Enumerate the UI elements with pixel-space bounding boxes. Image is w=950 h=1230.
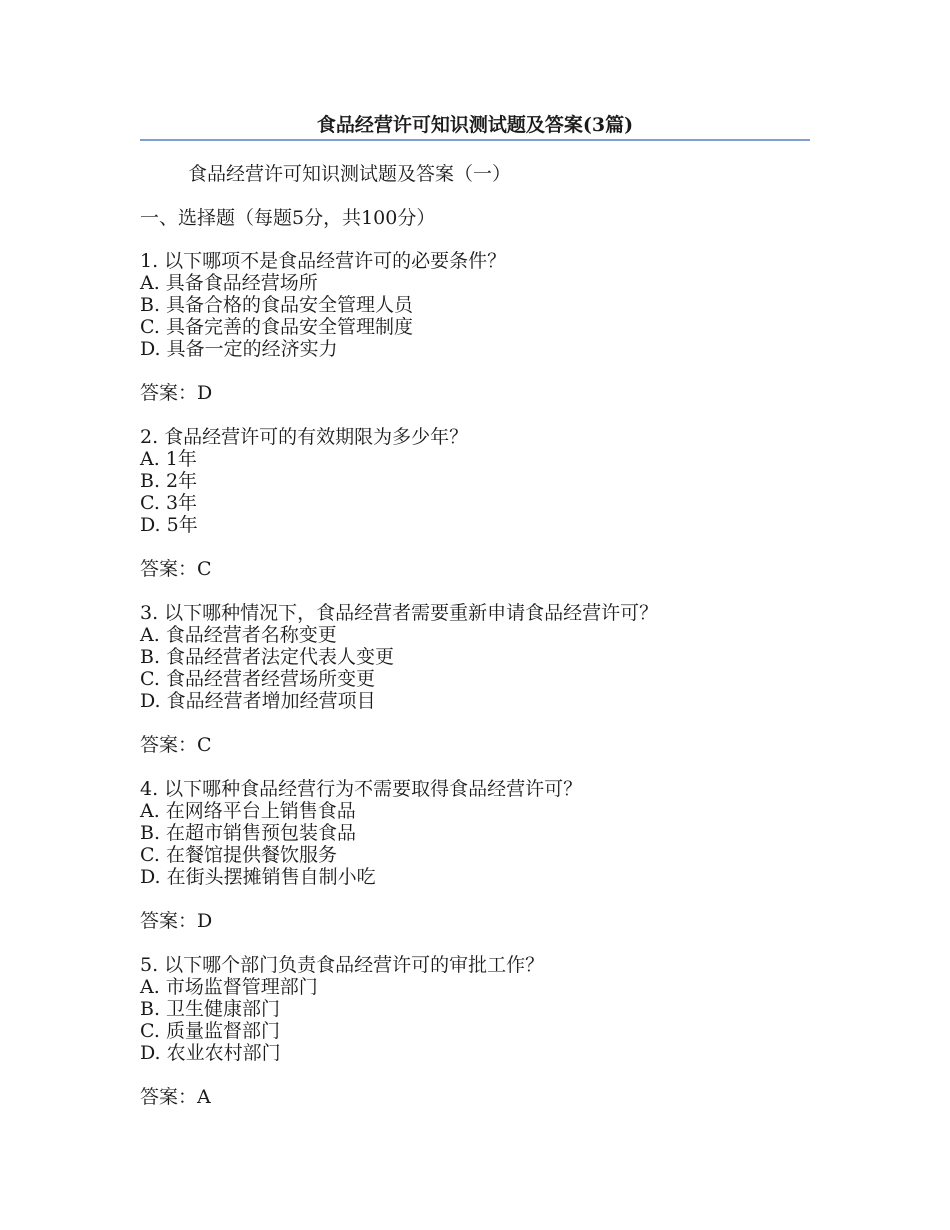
option-b: B. 在超市销售预包装食品 bbox=[140, 822, 357, 844]
question-text: 1. 以下哪项不是食品经营许可的必要条件？ bbox=[140, 250, 507, 272]
title-divider bbox=[140, 139, 810, 141]
answer-text: 答案：A bbox=[140, 1086, 211, 1108]
answer-text: 答案：D bbox=[140, 910, 213, 932]
question-3 bbox=[140, 602, 820, 756]
answer-text: 答案：C bbox=[140, 558, 212, 580]
question-text: 3. 以下哪种情况下，食品经营者需要重新申请食品经营许可？ bbox=[140, 602, 659, 624]
option-b: B. 食品经营者法定代表人变更 bbox=[140, 646, 395, 668]
question-4 bbox=[140, 778, 820, 932]
option-d: D. 食品经营者增加经营项目 bbox=[140, 690, 376, 712]
question-text: 5. 以下哪个部门负责食品经营许可的审批工作？ bbox=[140, 954, 545, 976]
document-title: 食品经营许可知识测试题及答案(3篇) bbox=[316, 114, 634, 136]
question-text: 4. 以下哪种食品经营行为不需要取得食品经营许可？ bbox=[140, 778, 583, 800]
option-b: B. 具备合格的食品安全管理人员 bbox=[140, 294, 414, 316]
option-c: C. 具备完善的食品安全管理制度 bbox=[140, 316, 413, 338]
option-a: A. 具备食品经营场所 bbox=[140, 272, 318, 294]
option-a: A. 1年 bbox=[140, 448, 197, 470]
answer-text: 答案：C bbox=[140, 734, 212, 756]
option-d: D. 具备一定的经济实力 bbox=[140, 338, 338, 360]
question-list bbox=[140, 250, 820, 1130]
option-c: C. 质量监督部门 bbox=[140, 1020, 280, 1042]
option-c: C. 食品经营者经营场所变更 bbox=[140, 668, 375, 690]
option-c: C. 在餐馆提供餐饮服务 bbox=[140, 844, 337, 866]
option-c: C. 3年 bbox=[140, 492, 198, 514]
section-title: 食品经营许可知识测试题及答案（一） bbox=[188, 163, 512, 185]
answer-text: 答案：D bbox=[140, 382, 213, 404]
option-b: B. 卫生健康部门 bbox=[140, 998, 281, 1020]
question-5 bbox=[140, 954, 820, 1108]
question-1 bbox=[140, 250, 820, 404]
part-heading: 一、选择题（每题5分，共100分） bbox=[140, 207, 436, 229]
option-a: A. 在网络平台上销售食品 bbox=[140, 800, 356, 822]
option-d: D. 5年 bbox=[140, 514, 198, 536]
option-a: A. 食品经营者名称变更 bbox=[140, 624, 337, 646]
question-text: 2. 食品经营许可的有效期限为多少年？ bbox=[140, 426, 469, 448]
question-2 bbox=[140, 426, 820, 580]
option-d: D. 农业农村部门 bbox=[140, 1042, 281, 1064]
option-a: A. 市场监督管理部门 bbox=[140, 976, 318, 998]
option-d: D. 在街头摆摊销售自制小吃 bbox=[140, 866, 376, 888]
option-b: B. 2年 bbox=[140, 470, 198, 492]
